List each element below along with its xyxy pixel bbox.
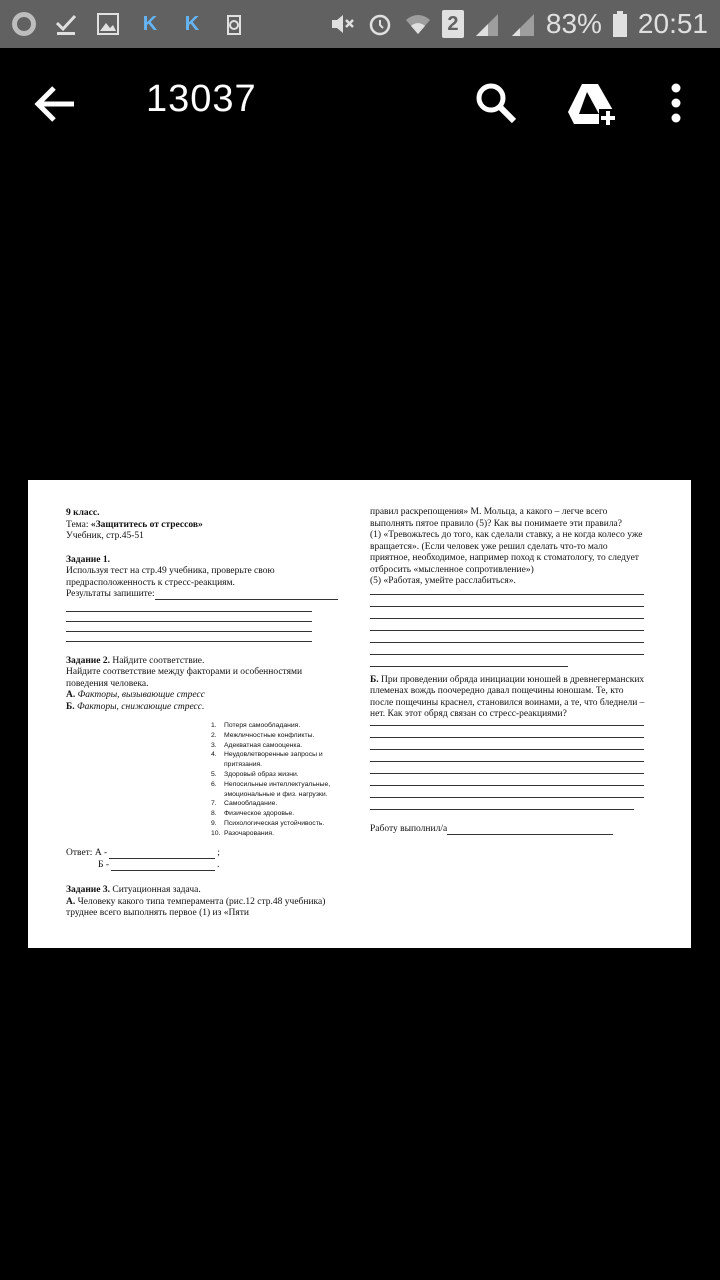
signal-icon <box>474 10 500 38</box>
task2-a: А. Факторы, вызывающие стресс <box>66 690 205 700</box>
answer-line <box>370 666 568 667</box>
answer-lines-2 <box>370 725 646 810</box>
add-to-drive-icon[interactable] <box>566 78 618 128</box>
search-icon[interactable] <box>472 78 520 128</box>
list-item: 3. Адекватная самооценка. <box>211 741 303 749</box>
more-vert-icon[interactable] <box>656 78 696 128</box>
answer-line <box>66 611 312 612</box>
signature: Работу выполнил/а <box>370 824 646 836</box>
answer-line <box>370 654 644 655</box>
toolbar <box>0 48 720 160</box>
answer-lines-1 <box>370 594 646 667</box>
answer-line <box>370 809 634 810</box>
task3-title: Задание 3. Ситуационная задача. <box>66 885 201 895</box>
clock: 20:51 <box>637 8 708 39</box>
sim-badge: 2 <box>442 10 464 38</box>
answer-line <box>66 621 312 622</box>
list-item: 7. Самообладание. <box>211 800 278 808</box>
mute-icon <box>328 10 356 38</box>
right-paragraph-2: (1) «Тревожьтесь до того, как сделали ставку, а не когда колесо уже вращается». (Если человек уже решил сделать что-то мало приятное, необходимое, например поход к стоматологу, то следует отбросить «мысленное сопротивление») <box>370 530 643 575</box>
task1-results: Результаты запишите: <box>66 589 338 601</box>
alarm-icon <box>366 10 394 38</box>
task-b: Б. При проведении обряда инициации юношей в древнегерманских племенах вождь поочередно давал пощечины юношам. Те, кто после пощечины краснел, становился воинами, а те, что бледнели – нет. Как этот обряд связан со стресс-реакциями? <box>370 674 645 719</box>
list-item: 9. Психологическая устойчивость. <box>211 819 325 827</box>
textbook: Учебник, стр.45-51 <box>66 531 144 541</box>
wifi-icon <box>404 10 432 38</box>
k-icon: K <box>184 12 200 35</box>
left-column-bottom <box>66 848 338 920</box>
task2-text: Найдите соответствие между факторами и особенностями поведения человека. <box>66 667 303 689</box>
answer-line <box>66 641 312 642</box>
answer-line <box>370 618 644 619</box>
status-bar <box>0 0 720 48</box>
task2-b: Б. Факторы, снижающие стресс. <box>66 701 205 712</box>
answer-line <box>370 594 644 595</box>
back-arrow-icon[interactable] <box>30 82 80 126</box>
list-item: 4. Неудовлетворенные запросы и притязания. <box>211 751 323 769</box>
document-title: 13037 <box>146 78 257 120</box>
answer-line <box>370 725 644 726</box>
answer-b: Б - . <box>98 859 220 870</box>
list-item: 8. Физическое здоровье. <box>211 810 295 818</box>
left-column <box>66 508 338 713</box>
battery-percent: 83% <box>545 8 602 39</box>
list-item: 5. Здоровый образ жизни. <box>211 770 299 778</box>
record-icon <box>10 10 38 38</box>
factors-list <box>211 721 356 839</box>
answer-line <box>370 642 644 643</box>
grade: 9 класс. <box>66 508 100 518</box>
answer-line <box>370 606 644 607</box>
answer-line <box>370 773 644 774</box>
list-item: 1. Потеря самообладания. <box>211 722 301 729</box>
task2-title: Задание 2. Найдите соответствие. <box>66 655 205 666</box>
answer-line <box>370 797 644 798</box>
right-column <box>370 507 646 835</box>
list-item: 10. Разочарования. <box>211 829 274 837</box>
list-item: 2. Межличностные конфликты. <box>211 731 315 739</box>
topic: Тема: «Защититесь от стрессов» <box>66 519 203 530</box>
right-paragraph-1: правил раскрепощения» М. Мольца, а какого – легче всего выполнять пятое правило (5)? Как вы понимаете эти правила? <box>370 507 622 529</box>
list-item: 6. Непосильные интеллектуальные, эмоциональные и физ. нагрузки. <box>211 780 331 798</box>
image-icon <box>94 10 122 38</box>
answer-line <box>370 630 644 631</box>
battery-icon <box>612 10 628 38</box>
k-icon: K <box>142 12 158 35</box>
answer-line <box>370 761 644 762</box>
recycle-icon <box>220 10 248 38</box>
check-icon <box>52 10 80 38</box>
answer-line <box>66 631 312 632</box>
right-paragraph-3: (5) «Работая, умейте расслабиться». <box>370 576 516 586</box>
answer-line <box>370 749 644 750</box>
task1-text: Используя тест на стр.49 учебника, проверьте свою предрасположенность к стресс-реакциям. <box>66 566 275 588</box>
answer-line <box>370 737 644 738</box>
answer-line <box>370 785 644 786</box>
task3-a: А. Человеку какого типа темперамента (рис.12 стр.48 учебника) труднее всего выполнять первое (1) из «Пяти <box>66 896 326 918</box>
answer-a: Ответ: А - ; <box>66 848 220 858</box>
task1-title: Задание 1. <box>66 554 110 565</box>
document-page[interactable] <box>28 480 691 948</box>
signal-icon-2 <box>510 10 536 38</box>
